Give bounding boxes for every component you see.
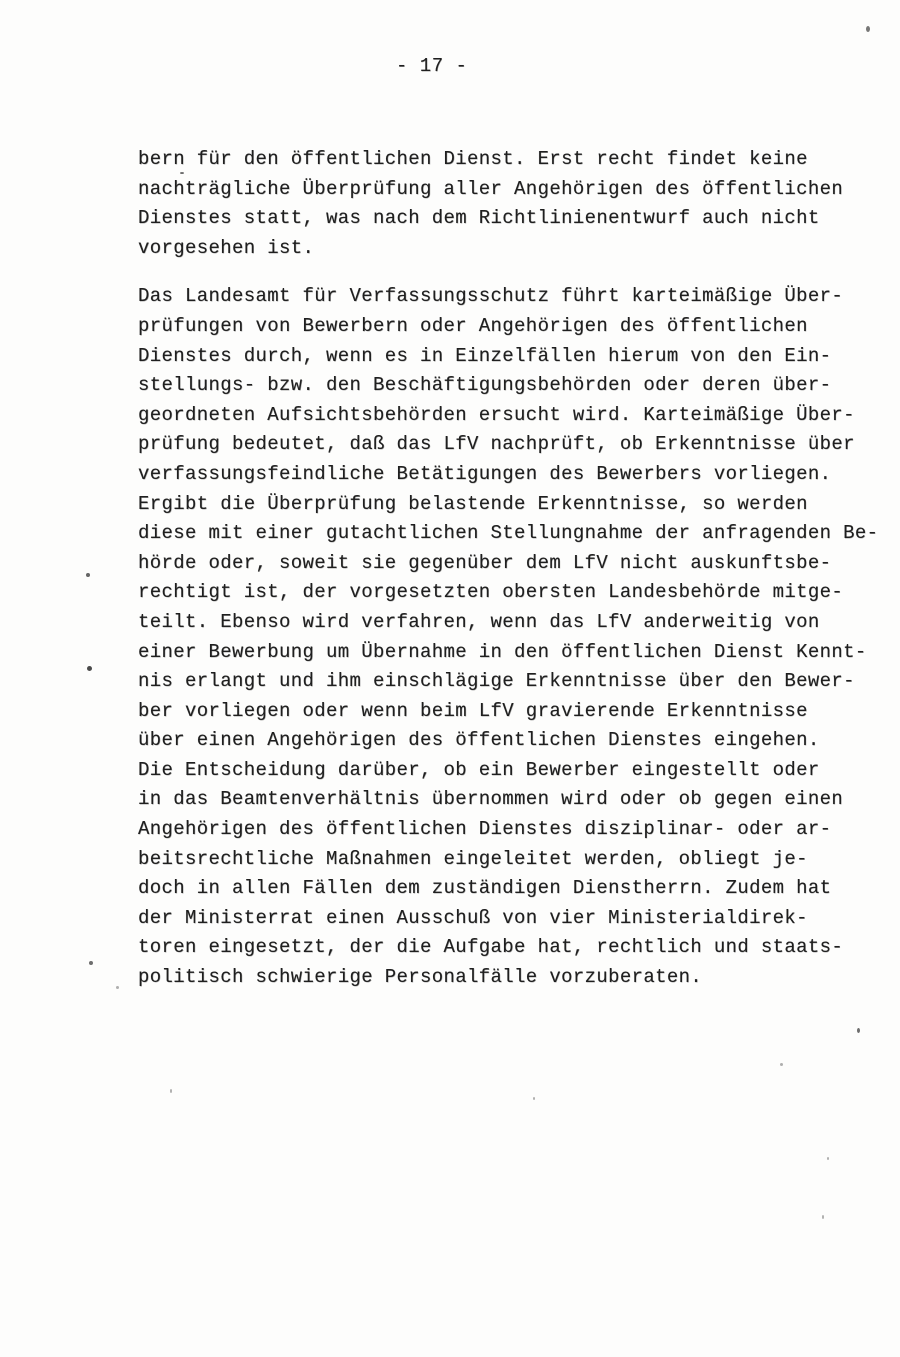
scan-speck [822, 1215, 824, 1219]
text-line: geordneten Aufsichtsbehörden ersucht wird. Karteimäßige Über- [138, 403, 855, 426]
text-line: Dienstes durch, wenn es in Einzelfällen hierum von den Ein- [138, 344, 832, 367]
scan-speck [827, 1157, 829, 1160]
text-line: einer Bewerbung um Übernahme in den öffentlichen Dienst Kennt- [138, 640, 867, 663]
text-line: nachträgliche Überprüfung aller Angehörigen des öffentlichen [138, 177, 844, 200]
scan-speck [86, 573, 90, 577]
text-line: politisch schwierige Personalfälle vorzuberaten. [138, 966, 703, 989]
paragraph-1 [138, 145, 878, 263]
text-line: toren eingesetzt, der die Aufgabe hat, rechtlich und staats- [138, 936, 844, 959]
scan-speck [170, 1089, 172, 1093]
text-line: teilt. Ebenso wird verfahren, wenn das LfV anderweitig von [138, 610, 820, 633]
text-line: Die Entscheidung darüber, ob ein Bewerber eingestellt oder [138, 758, 820, 781]
text-line: beitsrechtliche Maßnahmen eingeleitet werden, obliegt je- [138, 847, 808, 870]
text-line: prüfungen von Bewerbern oder Angehörigen des öffentlichen [138, 314, 808, 337]
paragraph-2 [138, 282, 878, 992]
text-line: doch in allen Fällen dem zuständigen Dienstherrn. Zudem hat [138, 877, 832, 900]
scan-speck [180, 172, 184, 174]
text-line: in das Beamtenverhältnis übernommen wird oder ob gegen einen [138, 788, 844, 811]
scan-speck [780, 1063, 783, 1066]
text-line: bern für den öffentlichen Dienst. Erst recht findet keine [138, 148, 808, 170]
text-line: verfassungsfeindliche Betätigungen des Bewerbers vorliegen. [138, 462, 832, 485]
text-line: vorgesehen ist. [138, 236, 315, 259]
scan-speck [87, 666, 92, 671]
text-line: Angehörigen des öffentlichen Dienstes disziplinar- oder ar- [138, 818, 832, 841]
scan-speck [857, 1028, 860, 1033]
text-line: nis erlangt und ihm einschlägige Erkenntnisse über den Bewer- [138, 670, 855, 693]
text-line: Dienstes statt, was nach dem Richtlinienentwurf auch nicht [138, 207, 820, 230]
scan-speck [116, 986, 119, 989]
page-number: - 17 - [396, 55, 468, 77]
text-line: stellungs- bzw. den Beschäftigungsbehörden oder deren über- [138, 374, 832, 397]
text-line: rechtigt ist, der vorgesetzten obersten Landesbehörde mitge- [138, 581, 844, 604]
text-line: über einen Angehörigen des öffentlichen Dienstes eingehen. [138, 729, 820, 752]
document-body [138, 145, 878, 993]
text-line: prüfung bedeutet, daß das LfV nachprüft, ob Erkenntnisse über [138, 433, 855, 456]
scan-speck [533, 1097, 535, 1100]
text-line: diese mit einer gutachtlichen Stellungnahme der anfragenden Be- [138, 522, 879, 545]
text-line: Das Landesamt für Verfassungsschutz führt karteimäßige Über- [138, 285, 844, 308]
text-line: hörde oder, soweit sie gegenüber dem LfV nicht auskunftsbe- [138, 551, 832, 574]
text-line: der Ministerrat einen Ausschuß von vier Ministerialdirek- [138, 906, 808, 929]
scan-speck [866, 26, 870, 32]
text-line: ber vorliegen oder wenn beim LfV gravierende Erkenntnisse [138, 699, 808, 722]
scan-speck [89, 961, 93, 965]
text-line: Ergibt die Überprüfung belastende Erkenntnisse, so werden [138, 492, 808, 515]
